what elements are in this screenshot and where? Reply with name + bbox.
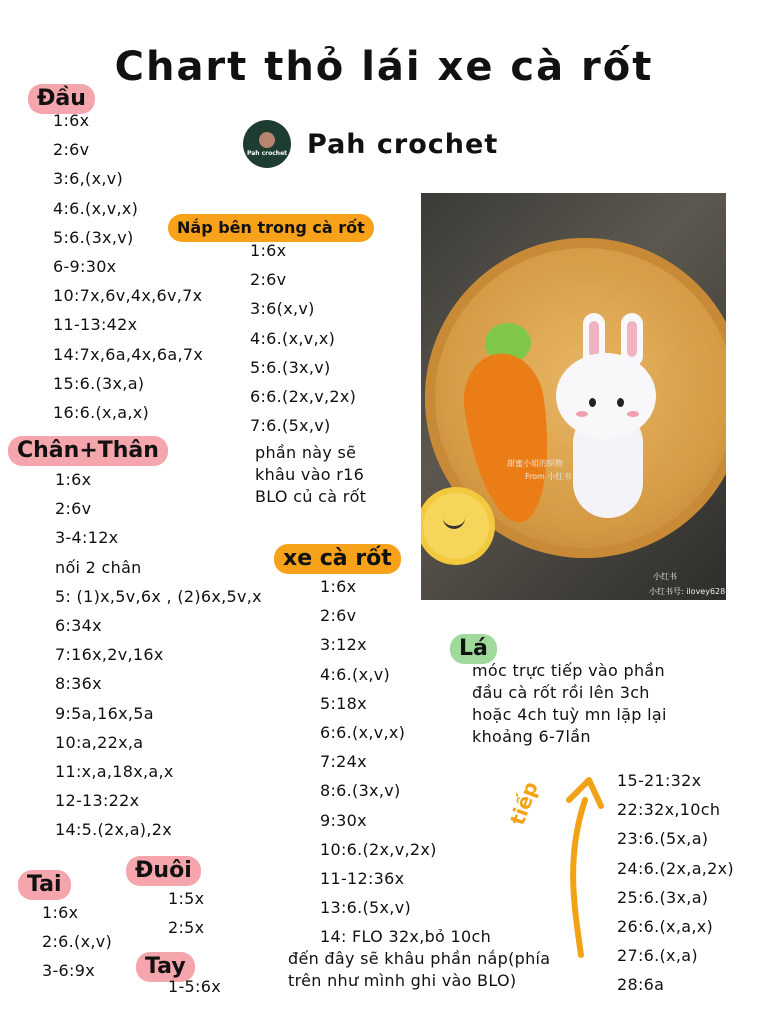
row: 24:6.(2x,a,2x) [617,858,734,878]
curved-arrow-icon [555,770,615,960]
row: 6-9:30x [53,257,117,277]
section-label-chan-than: Chân+Thân [8,436,168,466]
row: 2:6v [55,499,92,519]
row: 12-13:22x [55,791,140,811]
row: 14:7x,6a,4x,6a,7x [53,344,204,364]
row: 7:24x [320,752,367,772]
row: 10:a,22x,a [55,732,144,752]
row: 16:6.(x,a,x) [53,403,150,423]
section-rows-tai [42,898,112,986]
row: 3:12x [320,635,367,655]
row: 7:6.(5x,v) [250,416,331,436]
row: 6:6.(x,v,x) [320,723,406,743]
row: 10:7x,6v,4x,6v,7x [53,286,203,306]
row: 11:x,a,18x,a,x [55,762,174,782]
watermark-bottom: 小红书号: ilovey628 [649,587,726,596]
page-title: Chart thỏ lái xe cà rốt [114,44,654,90]
row: 11-13:42x [53,315,138,335]
section-label-dau: Đầu [28,84,95,114]
row: 14: FLO 32x,bỏ 10ch [320,927,492,947]
brand-name: Pah crochet [307,128,499,160]
row: 4:6.(x,v) [320,664,391,684]
row: 2:5x [168,918,205,938]
row: 1:6x [250,241,287,260]
product-photo [421,193,726,600]
brand [243,120,498,168]
row: 6:34x [55,616,102,636]
row: 2:6v [320,606,357,626]
bunny-eye [589,398,596,407]
row: 22:32x,10ch [617,800,721,820]
row: 1:6x [42,903,79,922]
row: 3-6:9x [42,961,95,981]
row: 5:6.(3x,v) [53,227,134,247]
row: 1:5x [168,889,205,908]
row: 2:6v [250,270,287,290]
row: 28:6a [617,975,665,995]
row: 10:6.(2x,v,2x) [320,839,437,859]
watermark-badge: 小红书 [653,572,677,581]
row: 1:6x [55,470,92,489]
row: 15-21:32x [617,771,702,790]
row: 9:30x [320,810,367,830]
brand-logo [243,120,291,168]
bunny-cheek [576,411,588,417]
section-rows-dau [53,106,203,427]
row: 2:6.(x,v) [42,932,113,952]
tiep-label: tiếp [505,778,543,829]
row: 5:18x [320,693,367,713]
section-label-xe: xe cà rốt [274,544,401,574]
section-rows-duoi [168,884,204,942]
row: 14:5.(2x,a),2x [55,820,172,840]
row: 2:6v [53,140,90,160]
row: 7:16x,2v,16x [55,645,164,665]
section-label-la: Lá [450,634,497,664]
section-label-nap: Nắp bên trong cà rốt [168,214,374,242]
logo-text: Pah crochet [246,149,288,157]
xe-note: đến đây sẽ khâu phần nắp(phía trên như mình ghi vào BLO) [288,949,551,990]
bunny-cheek [627,411,639,417]
row: 5: (1)x,5v,6x , (2)6x,5v,x [55,586,262,606]
row: 9:5a,16x,5a [55,703,154,723]
row: nối 2 chân [55,557,142,577]
row: 1:6x [53,111,90,130]
row: 3:6(x,v) [250,299,315,319]
row: 25:6.(3x,a) [617,887,709,907]
row: 1:6x [320,577,357,596]
row: 27:6.(x,a) [617,946,698,966]
row: 4:6.(x,v,x) [250,328,336,348]
la-note: móc trực tiếp vào phần đầu cà rốt rồi lên 3ch hoặc 4ch tuỳ mn lặp lại khoảng 6-7lần [472,661,667,746]
row: 4:6.(x,v,x) [53,198,139,218]
row: 8:36x [55,674,102,694]
yarn-ball-icon [259,132,275,148]
row: 23:6.(5x,a) [617,829,709,849]
section-rows-chan-than [55,465,262,845]
section-rows-nap [250,236,356,440]
row: 26:6.(x,a,x) [617,917,714,937]
section-rows-xe [320,572,491,952]
row: 15:6.(3x,a) [53,373,145,393]
row: 5:6.(3x,v) [250,357,331,377]
section-rows-tay [168,972,221,1001]
watermark-top: 甜蜜小姐的织物 [507,459,563,468]
row: 11-12:36x [320,869,405,889]
row: 3-4:12x [55,528,119,548]
section-label-tai: Tai [18,870,71,900]
section-label-duoi: Đuôi [126,856,201,886]
row: 13:6.(5x,v) [320,898,412,918]
row: 1-5:6x [168,977,221,996]
bunny-eye [617,398,624,407]
bunny-head [556,353,656,439]
watermark-from: From 小红书 [525,472,572,481]
section-rows-tiep [617,766,734,1000]
row: 3:6,(x,v) [53,169,124,189]
section-label-tay: Tay [136,952,195,982]
row: 8:6.(3x,v) [320,781,401,801]
row: 6:6.(2x,v,2x) [250,387,357,407]
nap-note: phần này sẽ khâu vào r16 BLO củ cà rốt [255,443,367,506]
